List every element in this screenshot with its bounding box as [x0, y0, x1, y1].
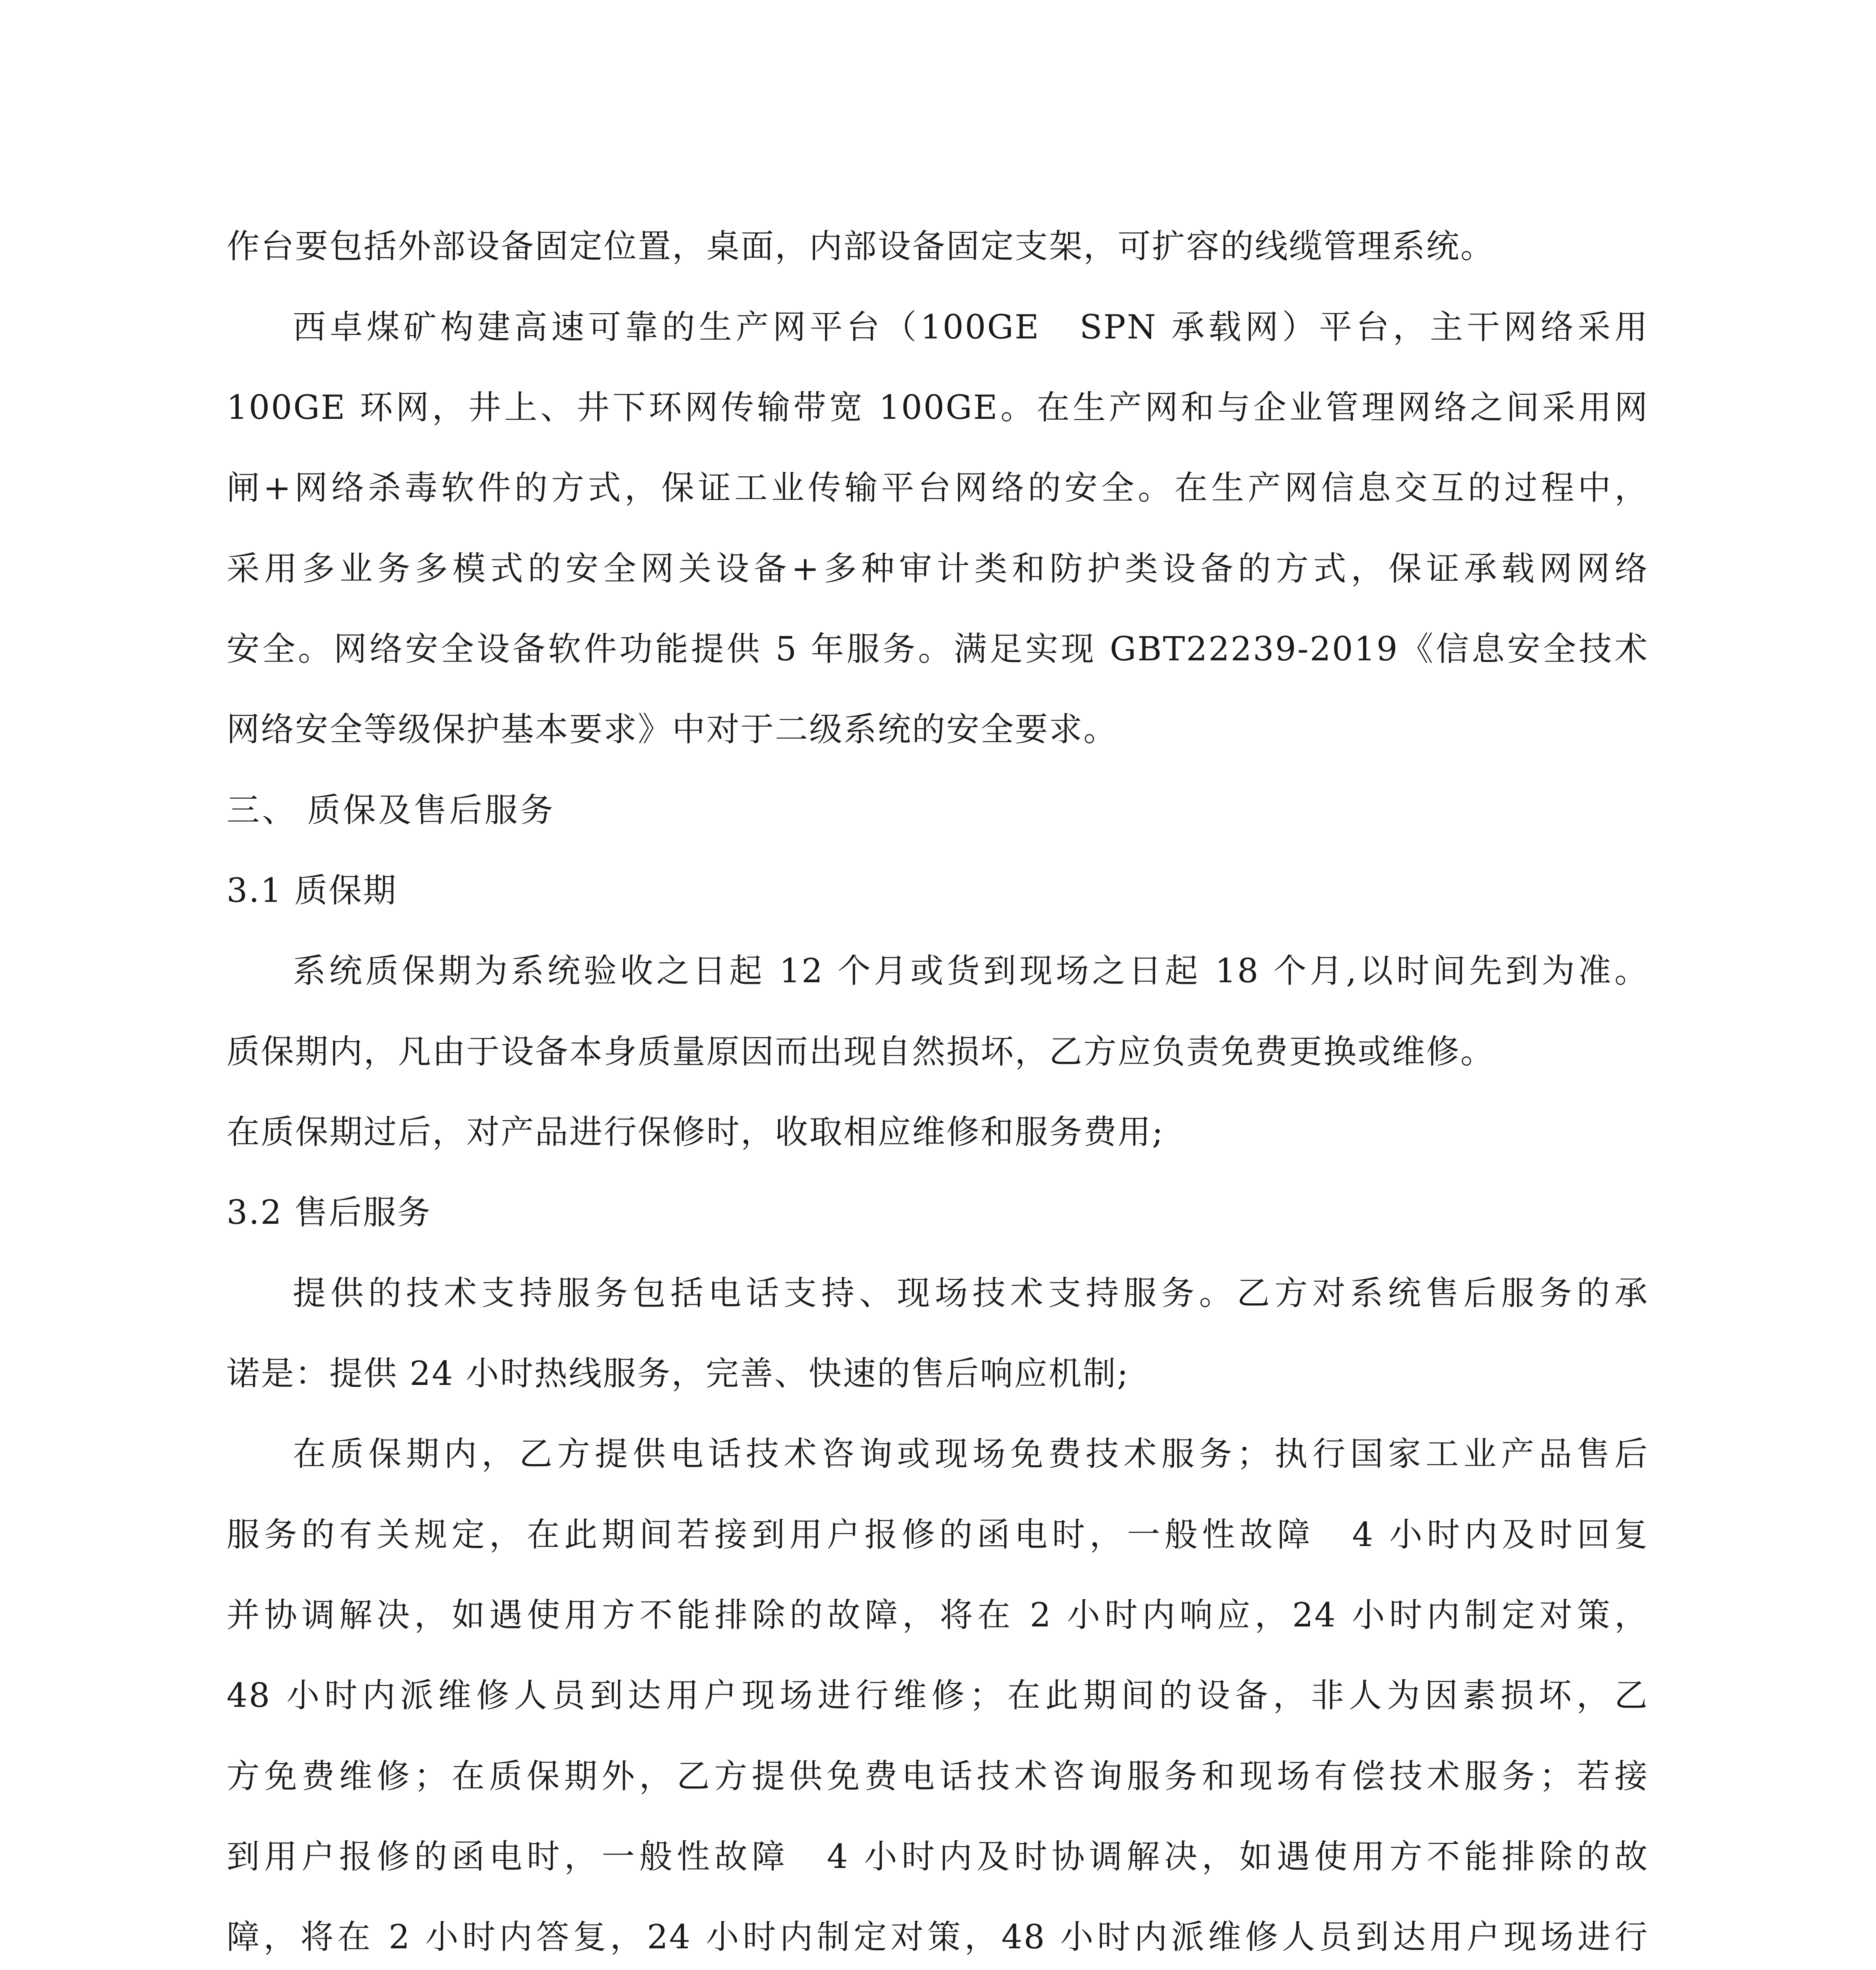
- network-paragraph-line-3: 闸+网络杀毒软件的方式，保证工业传输平台网络的安全。在生产网信息交互的过程中，: [227, 468, 1649, 507]
- after-sales-para1-line-1: 提供的技术支持服务包括电话支持、现场技术支持服务。乙方对系统售后服务的承: [293, 1274, 1649, 1312]
- after-sales-para2-line-4: 48 小时内派维修人员到达用户现场进行维修；在此期间的设备，非人为因素损坏，乙: [227, 1676, 1649, 1715]
- intro-line: 作台要包括外部设备固定位置，桌面，内部设备固定支架，可扩容的线缆管理系统。: [227, 227, 1495, 266]
- network-paragraph-line-4: 采用多业务多模式的安全网关设备+多种审计类和防护类设备的方式，保证承载网网络: [227, 549, 1649, 588]
- after-sales-para2-line-7: 障，将在 2 小时内答复，24 小时内制定对策，48 小时内派维修人员到达用户现场进行: [227, 1918, 1649, 1956]
- after-sales-para2-line-6: 到用户报修的函电时，一般性故障 4 小时内及时协调解决，如遇使用方不能排除的故: [227, 1837, 1649, 1876]
- after-sales-para2-line-1: 在质保期内，乙方提供电话技术咨询或现场免费技术服务；执行国家工业产品售后: [293, 1435, 1649, 1473]
- subsection-3-2-heading: 3.2 售后服务: [227, 1193, 432, 1232]
- warranty-line-3: 在质保期过后，对产品进行保修时，收取相应维修和服务费用;: [227, 1113, 1165, 1151]
- warranty-line-1: 系统质保期为系统验收之日起 12 个月或货到现场之日起 18 个月,以时间先到为准。: [293, 952, 1649, 990]
- section-3-title: 质保及售后服务: [307, 791, 556, 829]
- warranty-line-2: 质保期内，凡由于设备本身质量原因而出现自然损坏，乙方应负责免费更换或维修。: [227, 1032, 1495, 1071]
- network-paragraph-line-6: 网络安全等级保护基本要求》中对于二级系统的安全要求。: [227, 710, 1118, 749]
- after-sales-para2-line-2: 服务的有关规定，在此期间若接到用户报修的函电时，一般性故障 4 小时内及时回复: [227, 1515, 1649, 1554]
- network-paragraph-line-2: 100GE 环网，井上、井下环网传输带宽 100GE。在生产网和与企业管理网络之间采用网: [227, 388, 1649, 427]
- after-sales-para2-line-5: 方免费维修；在质保期外，乙方提供免费电话技术咨询服务和现场有偿技术服务；若接: [227, 1757, 1649, 1795]
- section-3-number: 三、: [227, 791, 298, 829]
- section-3-heading: [227, 786, 555, 834]
- network-paragraph-line-5: 安全。网络安全设备软件功能提供 5 年服务。满足实现 GBT22239-2019《信息安全技术: [227, 630, 1649, 668]
- network-paragraph-line-1: 西卓煤矿构建高速可靠的生产网平台（100GE SPN 承载网）平台，主干网络采用: [293, 308, 1649, 346]
- after-sales-para2-line-3: 并协调解决，如遇使用方不能排除的故障，将在 2 小时内响应，24 小时内制定对策，: [227, 1596, 1649, 1634]
- after-sales-para1-line-2: 诺是：提供 24 小时热线服务，完善、快速的售后响应机制;: [227, 1354, 1129, 1393]
- subsection-3-1-heading: 3.1 质保期: [227, 871, 397, 910]
